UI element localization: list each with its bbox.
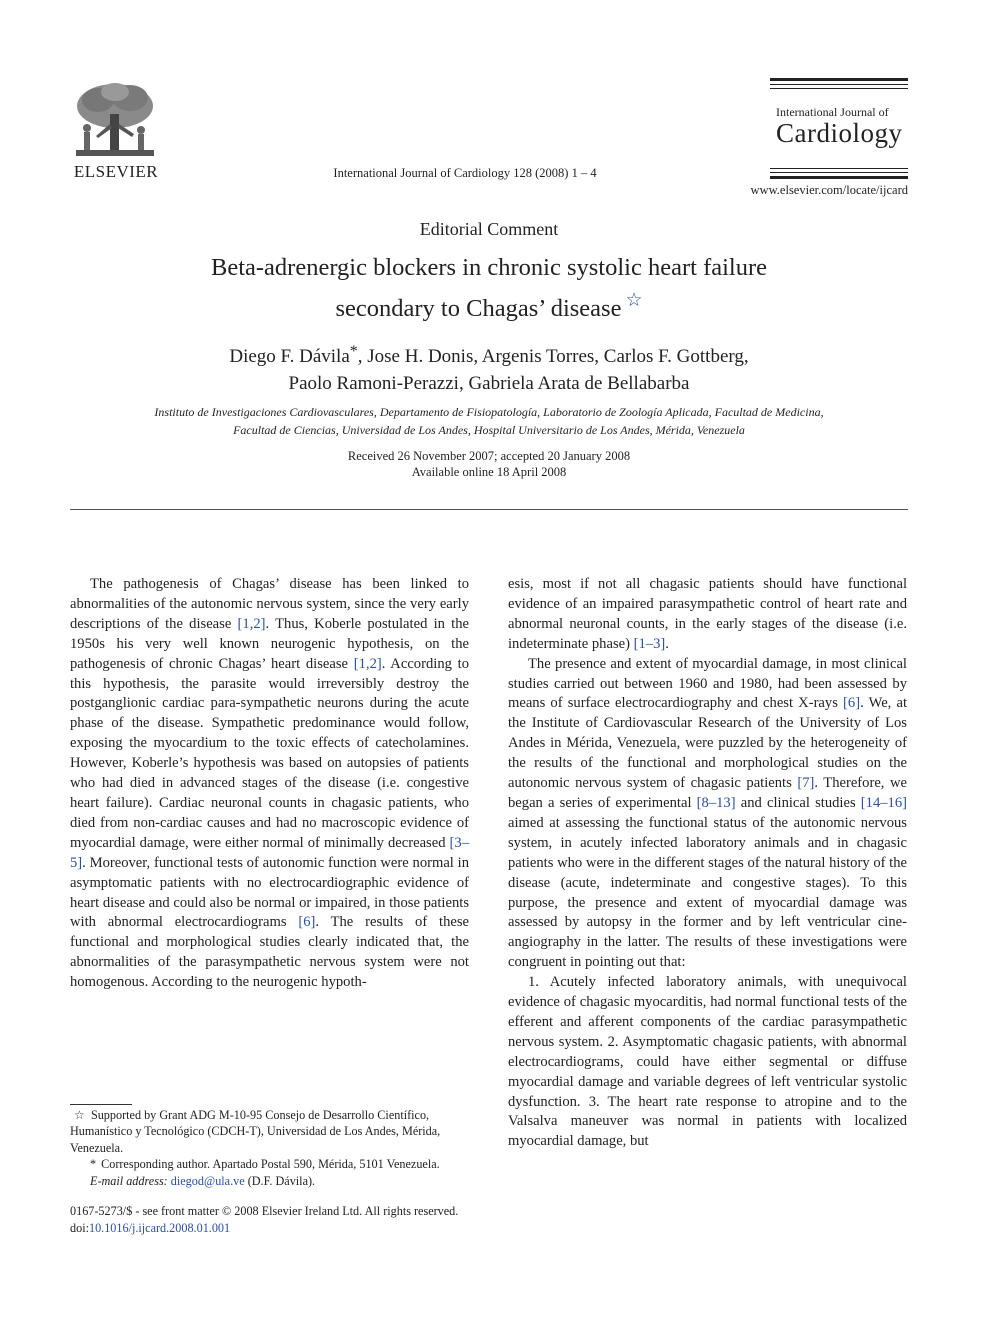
journal-citation: International Journal of Cardiology 128 (2008) 1 – 4 [333, 166, 597, 180]
citation-link[interactable]: [7] [797, 775, 815, 792]
body-text: esis, most if not all chagasic patients should have functional evidence of an impaired parasympathetic control of heart rate and abnormal neuronal counts, in the early stages of the disease (i.e. indeterminate phase) [508, 576, 907, 652]
doi-line [70, 1220, 510, 1237]
issn-line: 0167-5273/$ - see front matter © 2008 Elsevier Ireland Ltd. All rights reserved. [70, 1204, 459, 1218]
body-text: . Moreover, functional tests of autonomic function were normal in asymptomatic patients with no electrocardiographic evidence of heart disease and could also be normal or impaired, in those patients with abnormal electrocardiograms [70, 854, 469, 931]
available-date: Available online 18 April 2008 [411, 465, 567, 479]
body-text: . Thus, Koberle postulated in the 1950s his very well known neurogenic hypothesis, on the pathogenesis of chronic Chagas’ heart disease [70, 615, 469, 672]
doi-prefix: doi: [70, 1221, 89, 1235]
title-footnote-star-icon[interactable]: ☆ [625, 290, 643, 311]
citation-link[interactable]: [6] [843, 695, 861, 712]
title-line-2: secondary to Chagas’ disease [335, 295, 622, 322]
publisher-name: ELSEVIER [73, 162, 159, 181]
paragraph: 1. Acutely infected laboratory animals, with unequivocal evidence of chagasic myocarditis, had normal functional tests of the efferent and afferent components of the cardiac parasympathetic nervous system. 2. Asymptomatic chagasic patients, with abnormal electrocardiograms, could have either segmental or diffuse myocardial damage and variable degrees of left ventricular systolic dysfunction. 3. The heart rate response to atropine and to the Valsalva maneuver was normal in patients with localized myocardial damage, but [508, 974, 907, 1150]
author-corresponding: Diego F. Dávila [229, 346, 350, 367]
tree-icon [68, 80, 162, 162]
body-text: . We, at the Institute of Cardiovascular Research of the University of Los Andes in Mérida, Venezuela, were puzzled by the heterogeneity of the results of the functional and morphological studies on the autonomic nervous system of chagasic patients [508, 695, 907, 792]
paragraph [508, 655, 907, 974]
article-type: Editorial Comment [419, 219, 559, 239]
author-list-rest: , Jose H. Donis, Argenis Torres, Carlos F. Gottberg, [357, 346, 749, 367]
body-text: . [665, 635, 669, 652]
body-text: . The results of these functional and morphological studies clearly indicated that, the abnormalities of the parasympathetic nervous system were not homogenous. According to the neurogenic hypoth- [70, 914, 469, 991]
corresponding-footnote [70, 1156, 470, 1172]
article-title [70, 251, 908, 325]
email-footnote [70, 1173, 470, 1189]
affiliation-line-2: Facultad de Ciencias, Universidad de Los Andes, Hospital Universitario de Los Andes, Mérida, Venezuela [233, 423, 745, 437]
footnote-divider [70, 1104, 132, 1105]
citation-link[interactable]: [14–16] [860, 794, 907, 811]
affiliation [70, 403, 908, 439]
citation-link[interactable]: [1–3] [633, 635, 666, 652]
footnote-text: Venezuela. [70, 1140, 124, 1155]
journal-name-small: International Journal of [776, 105, 889, 119]
email-label: E-mail address: [90, 1173, 168, 1188]
corresponding-mark: * [90, 1157, 97, 1172]
doi-link[interactable]: 10.1016/j.ijcard.2008.01.001 [88, 1221, 231, 1235]
journal-url-link[interactable]: www.elsevier.com/locate/ijcard [750, 183, 908, 197]
body-text: The presence and extent of myocardial damage, in most clinical studies carried out between 1960 and 1980, had been assessed by means of surface electrocardiography and chest X-rays [508, 655, 907, 712]
citation-link[interactable]: [6] [298, 914, 316, 931]
title-line-1: Beta-adrenergic blockers in chronic systolic heart failure [210, 254, 767, 281]
author-list [70, 338, 908, 397]
header-divider [70, 509, 908, 510]
article-dates [70, 448, 908, 480]
footnotes [70, 1107, 470, 1189]
footnote-text: (D.F. Dávila). [247, 1173, 316, 1188]
citation-link[interactable]: [1,2] [353, 655, 382, 672]
received-date: Received 26 November 2007; accepted 20 January 2008 [347, 449, 631, 463]
paragraph [70, 575, 469, 993]
funding-footnote [70, 1107, 470, 1156]
footnote-text: Corresponding author. Apartado Postal 590, Mérida, 5101 Venezuela. [101, 1157, 440, 1172]
journal-name-large: Cardiology [776, 118, 903, 148]
email-link[interactable]: diegod@ula.ve [170, 1173, 245, 1188]
paragraph [508, 575, 907, 655]
body-column-right [508, 575, 907, 1152]
citation-link[interactable]: [1,2] [237, 615, 266, 632]
citation-link[interactable]: [8–13] [696, 794, 736, 811]
body-text: and clinical studies [735, 794, 861, 811]
page-footer [70, 1203, 510, 1237]
body-text: The pathogenesis of Chagas’ disease has been linked to abnormalities of the autonomic nervous system, since the very early descriptions of the disease [70, 576, 469, 632]
footnote-star-icon: ☆ [74, 1108, 85, 1122]
corresponding-author-mark[interactable]: * [349, 343, 358, 360]
footnote-text: Humanístico y Tecnológico (CDCH-T), Universidad de Los Andes, Mérida, [70, 1124, 441, 1139]
journal-logo [770, 78, 908, 180]
footnote-text: Supported by Grant ADG M-10-95 Consejo de Desarrollo Científico, [90, 1108, 430, 1122]
body-text: . According to this hypothesis, the parasite would irreversibly destroy the postganglionic cardiac para-sympathetic neurons during the acute phase of the disease. Sympathetic predominance would follow, exposing the myocardium to the toxic effects of catecholamines. However, Koberle’s hypothesis was based on autopsies of patients who had died in advanced stages of the disease (i.e. congestive heart failure). Cardiac neuronal counts in chagasic patients, who died from non-cardiac causes and had no macroscopic evidence of myocardial damage, were either normal of minimally decreased [70, 655, 469, 851]
body-text: . Therefore, we began a series of experimental [508, 775, 907, 811]
citation-link[interactable]: [3–5] [70, 834, 469, 871]
body-text: aimed at assessing the functional status of the autonomic nervous system, in acutely infected laboratory animals and in chagasic patients who were in the different stages of the natural history of the disease (acute, indeterminate and congestive stages). To this purpose, the presence and extent of myocardial damage was assessed by autopsy in the former and by left ventricular cine-angiography in the latter. The results of these investigations were congruent in pointing out that: [508, 814, 907, 971]
author-list-line-2: Paolo Ramoni-Perazzi, Gabriela Arata de Bellabarba [288, 373, 690, 394]
affiliation-line-1: Instituto de Investigaciones Cardiovasculares, Departamento de Fisiopatología, Laboratorio de Zoología Aplicada, Facultad de Medicina, [154, 405, 824, 419]
body-column-left [70, 575, 469, 993]
